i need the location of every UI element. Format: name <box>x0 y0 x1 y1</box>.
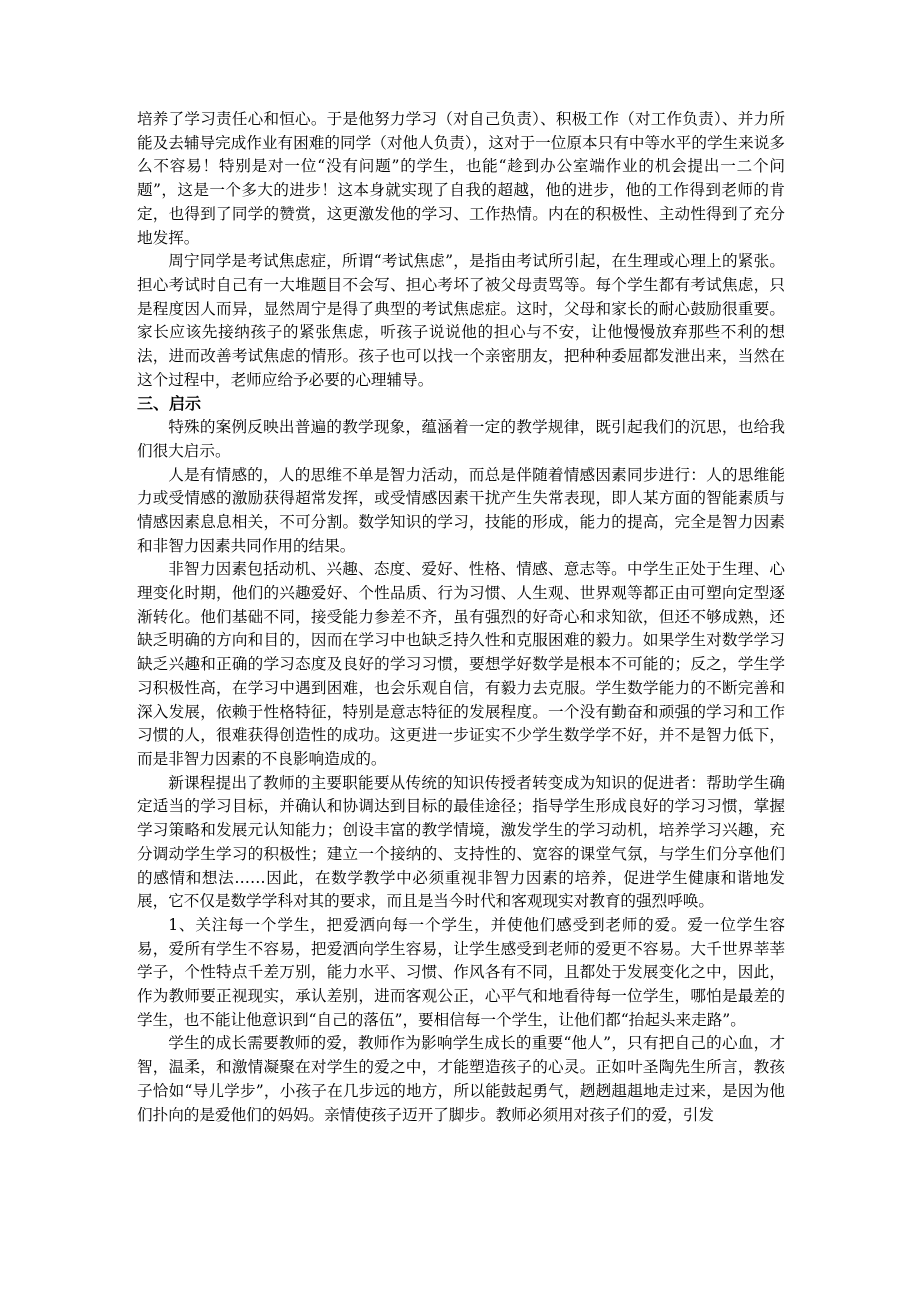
paragraph-new-curriculum: 新课程提出了教师的主要职能要从传统的知识传授者转变成为知识的促进者：帮助学生确定适当的学习目标，并确认和协调达到目标的最佳途径；指导学生形成良好的学习习惯，掌握学习策略和发展元认知能力；创设丰富的教学情境，激发学生的学习动机，培养学习兴趣，充分调动学生学习的积极性；建立一个接纳的、支持性的、宽容的课堂气氛，与学生们分享他们的感情和想法……因此，在数学教学中必须重视非智力因素的培养，促进学生健康和谐地发展，它不仅是数学学科对其的要求，而且是当今时代和客观现实对教育的强烈呼唤。 <box>137 773 785 911</box>
paragraph-teacher-love: 学生的成长需要教师的爱，教师作为影响学生成长的重要“他人”，只有把自己的心血，才智，温柔，和激情凝聚在对学生的爱之中，才能塑造孩子的心灵。正如叶圣陶先生所言，教孩子恰如“导儿学步”，小孩子在几步远的地方，所以能鼓起勇气，趔趔趄趄地走过来，是因为他们扑向的是爱他们的妈妈。亲情使孩子迈开了脚步。教师必须用对孩子们的爱，引发 <box>137 1034 785 1124</box>
paragraph-point-1: 1、关注每一个学生，把爱洒向每一个学生，并使他们感受到老师的爱。爱一位学生容易，爱所有学生不容易，把爱洒向学生容易，让学生感受到老师的爱更不容易。大千世界莘莘学子，个性特点千差万别，能力水平、习惯、作风各有不同，且都处于发展变化之中，因此，作为教师要正视现实，承认差别，进而客观公正，心平气和地看待每一位学生，哪怕是最差的学生，也不能让他意识到“自己的落伍”，要相信每一个学生，让他们都“抬起头来走路”。 <box>137 915 785 1029</box>
section-heading: 三、启示 <box>137 394 202 414</box>
paragraph-intro: 特殊的案例反映出普遍的教学现象，蕴涵着一定的教学规律，既引起我们的沉思，也给我们很大启示。 <box>137 418 785 460</box>
paragraph-emotion: 人是有情感的，人的思维不单是智力活动，而总是伴随着情感因素同步进行：人的思维能力或受情感的激励获得超常发挥，或受情感因素干扰产生失常表现，即人某方面的智能素质与情感因素息息相关，不可分割。数学知识的学习，技能的形成，能力的提高，完全是智力因素和非智力因素共同作用的结果。 <box>137 465 785 555</box>
paragraph-exam-anxiety: 周宁同学是考试焦虑症，所谓“考试焦虑”，是指由考试所引起，在生理或心理上的紧张。担心考试时自己有一大堆题目不会写、担心考坏了被父母责骂等。每个学生都有考试焦虑，只是程度因人而异，显然周宁是得了典型的考试焦虑症。这时，父母和家长的耐心鼓励很重要。家长应该先接纳孩子的紧张焦虑，听孩子说说他的担心与不安，让他慢慢放弃那些不利的想法，进而改善考试焦虑的情形。孩子也可以找一个亲密朋友，把种种委屈都发泄出来，当然在这个过程中，老师应给予必要的心理辅导。 <box>137 252 785 389</box>
paragraph-nonintellectual: 非智力因素包括动机、兴趣、态度、爱好、性格、情感、意志等。中学生正处于生理、心理变化时期，他们的兴趣爱好、个性品质、行为习惯、人生观、世界观等都正由可塑向定型逐渐转化。他们基础不同，接受能力参差不齐，虽有强烈的好奇心和求知欲，但还不够成熟，还缺乏明确的方向和目的，因而在学习中也缺乏持久性和克服困难的毅力。如果学生对数学学习缺乏兴趣和正确的学习态度及良好的学习习惯，要想学好数学是根本不可能的；反之，学生学习积极性高，在学习中遇到困难，也会乐观自信，有毅力去克服。学生数学能力的不断完善和深入发展，依赖于性格特征，特别是意志特征的发展程度。一个没有勤奋和顽强的学习和工作习惯的人，很难获得创造性的成功。这更进一步证实不少学生数学学不好，并不是智力低下，而是非智力因素的不良影响造成的。 <box>137 560 785 768</box>
paragraph-continued: 培养了学习责任心和恒心。于是他努力学习（对自己负责）、积极工作（对工作负责）、并力所能及去辅导完成作业有困难的同学（对他人负责），这对于一位原本只有中等水平的学生来说多么不容易！特别是对一位“没有问题”的学生，也能“趁到办公室端作业的机会提出一二个问题”，这是一个多大的进步！这本身就实现了自我的超越，他的进步，他的工作得到老师的肯定，也得到了同学的赞赏，这更激发他的学习、工作热情。内在的积极性、主动性得到了充分地发挥。 <box>137 110 785 247</box>
document-page <box>137 108 785 1127</box>
